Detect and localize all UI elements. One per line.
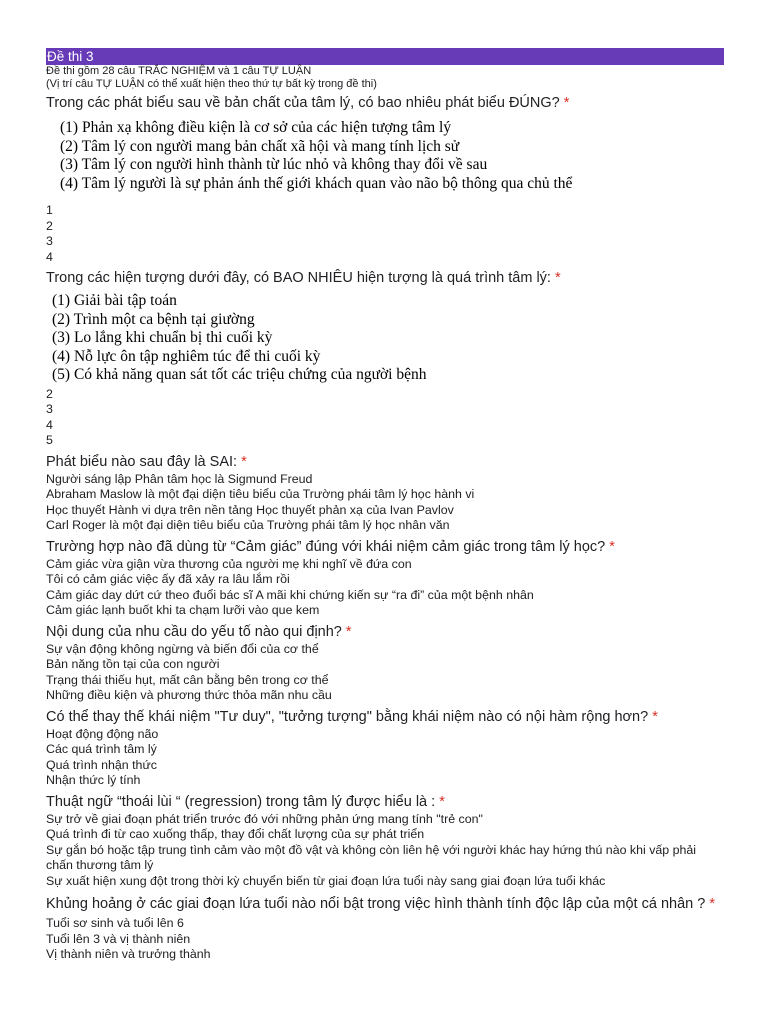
answer-option[interactable]: 2 [46, 218, 53, 233]
answer-option[interactable]: 2 [46, 386, 53, 401]
answer-option[interactable]: Bản năng tồn tại của con người [46, 657, 220, 671]
question-6-text: Có thể thay thế khái niệm "Tư duy", "tưởng tượng" bằng khái niệm nào có nội hàm rộng hơn? [46, 708, 649, 725]
question-7-text: Thuật ngữ “thoái lùi “ (regression) trong tâm lý được hiểu là : [46, 793, 436, 810]
exam-subtitle: Đề thi gồm 28 câu TRẮC NGHIỆM và 1 câu TỰ LUẬN [46, 65, 312, 77]
answer-option[interactable]: Người sáng lập Phân tâm học là Sigmund Freud [46, 471, 313, 486]
question-6 [46, 708, 724, 726]
question-4-text: Trường hợp nào đã dùng từ “Cảm giác” đúng với khái niệm cảm giác trong tâm lý học? [46, 538, 606, 555]
statement: (1) Giải bài tập toán [52, 292, 177, 309]
question-5-options [46, 642, 724, 704]
question-3 [46, 453, 724, 471]
question-6-options [46, 727, 724, 789]
answer-option[interactable]: 4 [46, 417, 53, 432]
required-star: * [609, 538, 615, 555]
answer-option[interactable]: Vị thành niên và trưởng thành [46, 947, 211, 961]
required-star: * [652, 708, 658, 725]
exam-note: (Vị trí câu TỰ LUẬN có thể xuất hiện theo thứ tự bất kỳ trong đề thi) [46, 78, 377, 90]
answer-option[interactable]: Tuổi sơ sinh và tuổi lên 6 [46, 916, 184, 930]
question-5-text: Nội dung của nhu cầu do yếu tố nào qui định? [46, 623, 342, 640]
exam-title-banner: Đề thi 3 [46, 48, 724, 65]
statement: (3) Tâm lý con người hình thành từ lúc nhỏ và không thay đổi về sau [60, 156, 488, 173]
question-1 [46, 94, 724, 112]
question-1-statements [46, 119, 724, 193]
question-1-text: Trong các phát biểu sau về bản chất của tâm lý, có bao nhiêu phát biểu ĐÚNG? [46, 95, 560, 111]
question-8-text: Khủng hoảng ở các giai đoạn lứa tuổi nào nổi bật trong việc hình thành tính độc lập của một cá nhân ? [46, 896, 706, 912]
answer-option[interactable]: Sự xuất hiện xung đột trong thời kỳ chuyển biến từ giai đoạn lứa tuổi này sang giai đoạn lứa tuổi khác [46, 873, 606, 888]
required-star: * [709, 896, 715, 912]
question-3-text: Phát biểu nào sau đây là SAI: [46, 453, 238, 470]
statement: (2) Tâm lý con người mang bản chất xã hội và mang tính lịch sử [60, 137, 460, 155]
answer-option[interactable]: Abraham Maslow là một đại diện tiêu biểu của Trường phái tâm lý học hành vi [46, 487, 475, 501]
answer-option[interactable]: Cảm giác day dứt cứ theo đuổi bác sĩ A mãi khi chứng kiến sự “ra đi” của một bệnh nhân [46, 587, 534, 602]
question-4-options [46, 557, 724, 619]
question-1-options [46, 203, 724, 265]
answer-option[interactable]: Cảm giác lạnh buốt khi ta chạm lưỡi vào que kem [46, 603, 320, 617]
answer-option[interactable]: Các quá trình tâm lý [46, 742, 157, 756]
answer-option[interactable]: 3 [46, 234, 53, 248]
required-star: * [345, 623, 352, 640]
answer-option[interactable]: Học thuyết Hành vi dựa trên nền tảng Học thuyết phản xạ của Ivan Pavlov [46, 502, 454, 517]
question-5 [46, 623, 724, 641]
answer-option[interactable]: Quá trình nhận thức [46, 757, 157, 772]
answer-option[interactable]: Trạng thái thiếu hụt, mất cân bằng bên trong cơ thể [46, 672, 329, 687]
statement: (4) Tâm lý người là sự phản ánh thế giới khách quan vào não bộ thông qua chủ thể [60, 174, 573, 192]
required-star: * [554, 270, 561, 286]
question-8-options [46, 916, 724, 963]
question-7-options [46, 812, 724, 890]
answer-option[interactable]: 4 [46, 249, 53, 264]
answer-option[interactable]: 1 [46, 203, 53, 217]
answer-option[interactable]: Sự trở về giai đoạn phát triển trước đó với những phản ứng mang tính "trẻ con" [46, 811, 483, 826]
question-2-options [46, 387, 724, 449]
answer-option[interactable]: Tuổi lên 3 và vị thành niên [46, 931, 191, 946]
question-7 [46, 793, 724, 811]
answer-option[interactable]: Sự gắn bó hoặc tập trung tình cảm vào một đồ vật và không còn liên hệ với người khác hay hứng thú nào khi vấp phải chấn thương tâm lý [46, 842, 697, 872]
answer-option[interactable]: 3 [46, 402, 53, 416]
answer-option[interactable]: 5 [46, 433, 53, 447]
statement: (4) Nỗ lực ôn tập nghiêm túc để thi cuối kỳ [52, 347, 321, 365]
answer-option[interactable]: Quá trình đi từ cao xuống thấp, thay đổi chất lượng của sự phát triển [46, 827, 425, 841]
answer-option[interactable]: Cảm giác vừa giận vừa thương của người mẹ khi nghĩ về đứa con [46, 556, 412, 571]
question-2-statements [46, 292, 724, 385]
required-star: * [439, 793, 445, 810]
question-8 [46, 893, 724, 915]
answer-option[interactable]: Sự vận động không ngừng và biến đổi của cơ thể [46, 641, 319, 656]
question-2-text: Trong các hiện tượng dưới đây, có BAO NHIÊU hiện tượng là quá trình tâm lý: [46, 270, 551, 286]
statement: (5) Có khả năng quan sát tốt các triệu chứng của người bệnh [52, 366, 427, 383]
answer-option[interactable]: Tôi có cảm giác việc ấy đã xảy ra lâu lắm rồi [46, 572, 290, 586]
statement: (3) Lo lắng khi chuẩn bị thi cuối kỳ [52, 329, 273, 346]
required-star: * [241, 453, 247, 470]
statement: (2) Trình một ca bệnh tại giường [52, 310, 255, 328]
exam-page [46, 48, 724, 963]
answer-option[interactable]: Những điều kiện và phương thức thỏa mãn nhu cầu [46, 688, 332, 702]
answer-option[interactable]: Carl Roger là một đại diện tiêu biểu của Trường phái tâm lý học nhân văn [46, 518, 450, 532]
required-star: * [563, 95, 570, 111]
answer-option[interactable]: Nhận thức lý tính [46, 773, 141, 787]
answer-option[interactable]: Hoạt động động não [46, 726, 159, 741]
question-4 [46, 538, 724, 556]
statement: (1) Phản xạ không điều kiện là cơ sở của các hiện tượng tâm lý [60, 119, 452, 136]
question-3-options [46, 472, 724, 534]
question-2 [46, 269, 724, 287]
